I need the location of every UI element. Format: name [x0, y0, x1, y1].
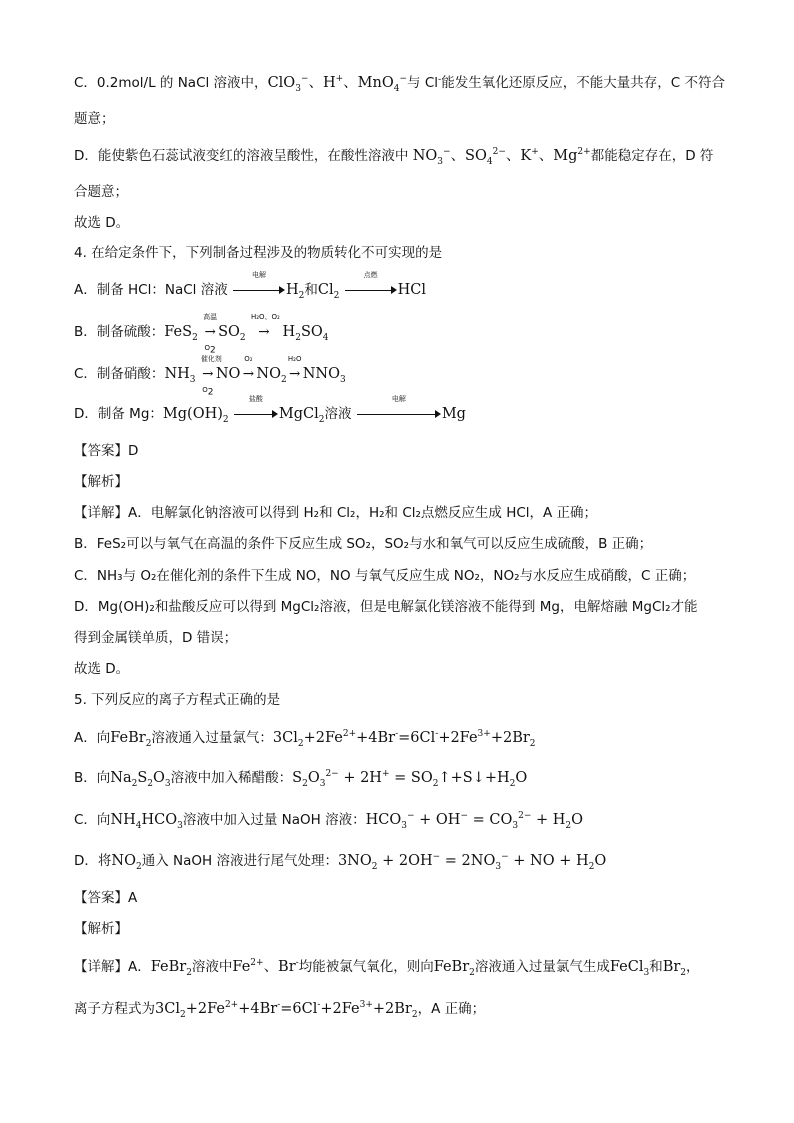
question-4-option-c: C．制备硝酸：$NH_3$ 催化剂 → $O_2$ NO O₂ → $NO_2$ H₂O → $NNO_3$ [74, 355, 346, 398]
choose-d-line: 故选 D。 [74, 215, 130, 231]
option-c-explanation-line1: C．0.2mol/L 的 NaCl 溶液中，ClO$_3$−、H+、MnO$_4$−与 Cl-能发生氧化还原反应，不能大量共存，C 不符合 [74, 74, 725, 94]
question-5-option-b: B．向$Na_2S_2O_3$溶液中加入稀醋酸：$S_2O_3^{2-} + 2H^+$ = $SO_2↑+S↓+H_2O$ [74, 769, 528, 789]
detail-4-a: 【详解】A．电解氯化钠溶液可以得到 H₂和 Cl₂，H₂和 Cl₂点燃反应生成 HCl，A 正确； [74, 505, 598, 521]
option-c-explanation-line2: 题意； [74, 111, 115, 127]
detail-4-b: B．FeS₂可以与氧气在高温的条件下反应生成 SO₂，SO₂与水和氧气可以反应生成硫酸，B 正确； [74, 536, 653, 552]
analysis-4-label: 【解析】 [74, 474, 128, 490]
analysis-5-label: 【解析】 [74, 921, 128, 937]
detail-4-d-line2: 得到金属镁单质，D 错误； [74, 630, 238, 646]
detail-5-a-line2: 离子方程式为$3Cl_2+2Fe^{2+}+4Br^-=6Cl^-+2Fe^{3+}+2Br_2$，A 正确； [74, 1000, 486, 1020]
question-5-option-c: C．向$NH_4HCO_3$溶液中加入过量 NaOH 溶液：$HCO_3^- + OH^- = CO_3^{2-} + H_2O$ [74, 811, 584, 831]
choose-d-line-2: 故选 D。 [74, 661, 130, 677]
question-5-stem: 5. 下列反应的离子方程式正确的是 [74, 692, 281, 708]
detail-5-a-line1: 【详解】A．FeBr$_2$溶液中$Fe^{2+}$、Br-均能被氯气氧化，则向FeBr$_2$溶液通入过量氯气生成FeCl$_3$和$Br_2$， [74, 958, 700, 978]
question-4-stem: 4. 在给定条件下，下列制备过程涉及的物质转化不可实现的是 [74, 245, 443, 261]
question-5-option-a: A．向FeBr$_2$溶液通入过量氯气：$3Cl_2+2Fe^{2+}+4Br^-=6Cl^-+2Fe^{3+}+2Br_2$ [74, 729, 536, 749]
detail-4-c: C．NH₃与 O₂在催化剂的条件下生成 NO，NO 与氧气反应生成 NO₂，NO₂与水反应生成硝酸，C 正确； [74, 568, 696, 584]
answer-4: 【答案】D [74, 443, 139, 459]
question-4-option-b: B．制备硫酸：FeS$_2$ 高温 → $O_2$ $SO_2$ H₂O、O₂ → $H_2SO_4$ [74, 313, 329, 356]
detail-4-d-line1: D．Mg(OH)₂和盐酸反应可以得到 MgCl₂溶液，但是电解氯化镁溶液不能得到 Mg，电解熔融 MgCl₂才能 [74, 599, 698, 615]
option-d-explanation-line1: D．能使紫色石蕊试液变红的溶液呈酸性，在酸性溶液中 $NO_3^-$、$SO_4^{2-}$、K+、$Mg^{2+}$都能稳定存在，D 符 [74, 147, 714, 167]
question-4-option-d: D．制备 Mg：$Mg(OH)_2$ 盐酸 MgCl$_2$溶液 电解 Mg [74, 395, 466, 425]
option-d-explanation-line2: 合题意； [74, 184, 128, 200]
answer-5: 【答案】A [74, 890, 138, 906]
question-4-option-a: A．制备 HCl：NaCl 溶液 电解 $H_2$和$Cl_2$ 点燃 HCl [74, 271, 427, 301]
question-5-option-d: D．将$NO_2$通入 NaOH 溶液进行尾气处理：$3NO_2 + 2OH^- = 2NO_3^-$ + NO + $H_2O$ [74, 852, 607, 872]
